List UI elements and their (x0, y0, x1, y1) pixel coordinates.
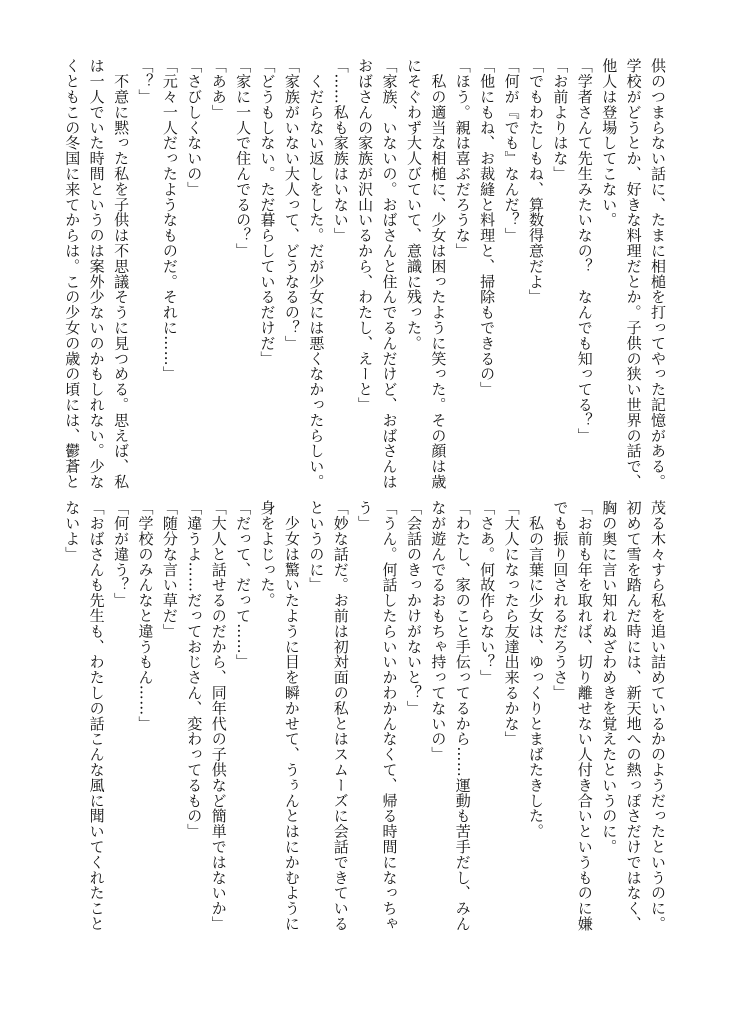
text-line: 「？」 (136, 58, 155, 105)
text-line: 「何が『でも』なんだ？」 (502, 58, 521, 243)
text-line: 「うん。何話したらいいかわかんなくて、帰る時間になっちゃ (380, 500, 399, 932)
text-line: 「家に一人で住んでるの？」 (234, 58, 253, 259)
text-line: くともこの冬国に来てからは。この少女の歳の頃には、鬱蒼と (63, 58, 82, 490)
text-line: 学校がどうとか、好きな料理だとか。子供の狭い世界の話で、 (624, 58, 643, 490)
text-line: 「おばさんも先生も、わたしの話こんな風に聞いてくれたこと (87, 500, 106, 932)
text-line: 「さびしくないの」 (185, 58, 204, 197)
text-line: 不意に黙った私を子供は不思議そうに見つめる。思えば、私 (112, 58, 131, 490)
text-line: 胸の奥に言い知れぬざわめきを覚えたというのに。 (600, 500, 619, 855)
text-line: 少女は驚いたように目を瞬かせて、うぅんとはにかむように (282, 500, 301, 932)
text-line: 「大人になったら友達出来るかな」 (502, 500, 521, 747)
text-line: にそぐわず大人びていて、意識に残った。 (404, 58, 423, 351)
text-line: 初めて雪を踏んだ時には、新天地への熱っぽさだけではなく、 (624, 500, 643, 932)
text-line: 「家族がいない大人って、どうなるの？」 (282, 58, 301, 351)
text-line: 「大人と話せるのだから、同年代の子供など簡単ではないか」 (209, 500, 228, 932)
text-line: 身をよじった。 (258, 500, 277, 608)
top-text-block (63, 58, 670, 490)
text-line: 「さあ。何故作らない？」 (478, 500, 497, 685)
text-line: 「元々一人だったようなものだ。それに……」 (160, 58, 179, 382)
text-line: なが遊んでるおもちゃ持ってないの」 (429, 500, 448, 762)
text-line: は一人でいた時間というのは案外少ないのかもしれない。少な (87, 58, 106, 490)
text-line: 「会話のきっかけがないと？」 (404, 500, 423, 716)
text-line: 私の適当な相槌に、少女は困ったように笑った。その顔は歳 (429, 58, 448, 490)
text-line: 「学校のみんなと違うもん……」 (136, 500, 155, 731)
text-line: ないよ」 (63, 500, 82, 562)
text-line: 私の言葉に少女は、ゆっくりとまばたきした。 (526, 500, 545, 839)
text-line: 「何が違う？」 (112, 500, 131, 608)
text-line: 「ああ」 (209, 58, 228, 120)
text-line: 茂る木々すら私を追い詰めているかのようだったというのに。 (649, 500, 667, 932)
text-line: というのに」 (307, 500, 326, 593)
text-line: 「ほう。親は喜ぶだろうな」 (453, 58, 472, 259)
text-line: 「他にもね、お裁縫と料理と、掃除もできるの」 (478, 58, 497, 397)
text-line: う」 (356, 500, 375, 531)
text-line: 「家族、いないの。おばさんと住んでるんだけど、おばさんは (380, 58, 399, 490)
text-line: 「だって、だって……」 (234, 500, 253, 670)
text-line: 「どうもしない。ただ暮らしているだけだ」 (258, 58, 277, 366)
text-line: 「わたし、家のこと手伝ってるから……運動も苦手だし、みん (453, 500, 472, 932)
text-line: おばさんの家族が沢山いるから、わたし、えーと」 (356, 58, 375, 413)
text-line: 「随分な言い草だ」 (160, 500, 179, 639)
text-line: 「……私も家族はいない」 (331, 58, 350, 243)
text-line: くだらない返しをした。だが少女には悪くなかったらしい。 (307, 58, 326, 490)
text-line: 他人は登場してこない。 (600, 58, 619, 228)
text-line: 「お前よりはな」 (551, 58, 570, 182)
text-line: 「お前も年を取れば、切り離せない人付き合いというものに嫌 (575, 500, 594, 932)
text-line: 供のつまらない話に、たまに相槌を打ってやった記憶がある。 (649, 58, 667, 490)
text-line: 「違うよ……だっておじさん、変わってるもの」 (185, 500, 204, 839)
text-line: 「妙な話だ。お前は初対面の私とはスムーズに会話できている (331, 500, 350, 932)
text-line: 「でもわたしもね、算数得意だよ」 (526, 58, 545, 305)
text-line: でも振り回されるだろうさ」 (551, 500, 570, 701)
text-line: 「学者さんて先生みたいなの？ なんでも知ってる？」 (575, 58, 594, 443)
bottom-text-block (63, 500, 670, 932)
